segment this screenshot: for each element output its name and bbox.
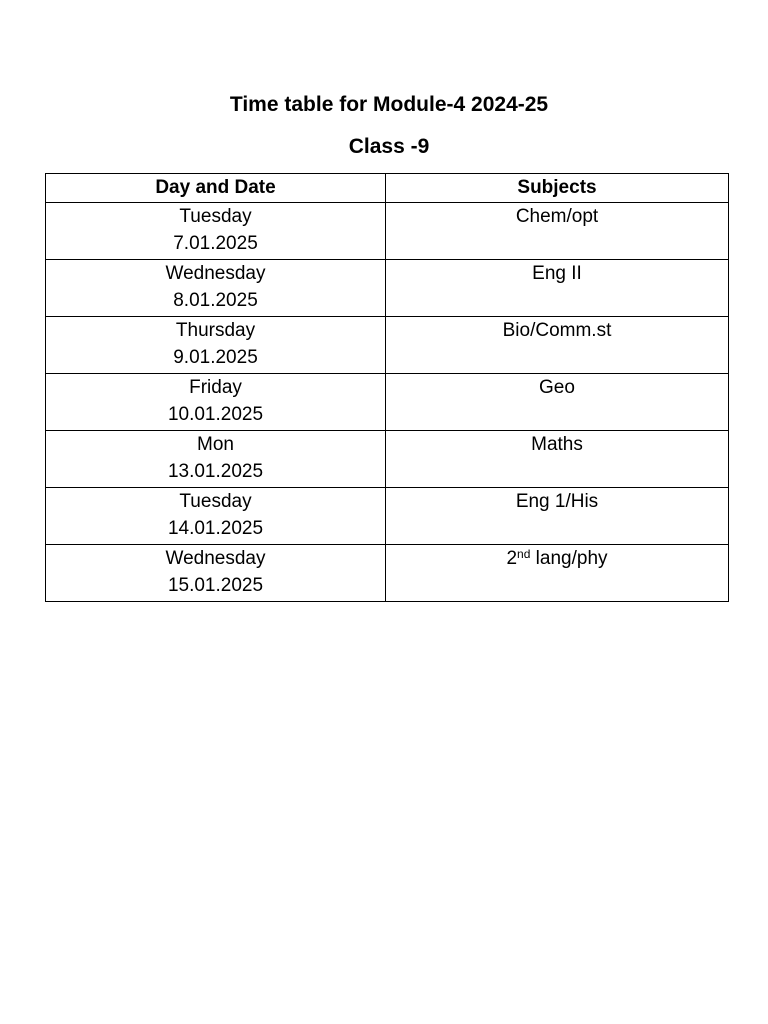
- subject-cell: Geo: [386, 374, 729, 431]
- day-date-cell: [46, 545, 386, 602]
- subject-cell: Eng 1/His: [386, 488, 729, 545]
- subject-cell: [386, 545, 729, 602]
- day-label: Thursday: [175, 320, 256, 341]
- day-date-cell: [46, 488, 386, 545]
- subject-cell: Bio/Comm.st: [386, 317, 729, 374]
- date-label: 8.01.2025: [173, 290, 258, 311]
- date-label: 9.01.2025: [173, 347, 258, 368]
- date-label: 14.01.2025: [167, 518, 264, 539]
- table-row: [46, 203, 729, 260]
- ordinal-superscript: nd: [517, 547, 531, 561]
- day-date-cell: [46, 431, 386, 488]
- table-row: [46, 374, 729, 431]
- table-row: [46, 545, 729, 602]
- date-label: 13.01.2025: [167, 461, 264, 482]
- date-label: 7.01.2025: [173, 233, 258, 254]
- day-label: Friday: [189, 377, 242, 398]
- header-subjects: Subjects: [386, 174, 729, 203]
- subject-rest: lang/phy: [530, 548, 608, 569]
- date-label: 15.01.2025: [167, 575, 264, 596]
- day-label: Wednesday: [165, 263, 266, 284]
- day-label: Tuesday: [179, 206, 252, 227]
- day-label: Tuesday: [179, 491, 252, 512]
- header-day-and-date: Day and Date: [46, 174, 386, 203]
- document-subtitle: Class -9: [348, 135, 430, 158]
- subject-number: 2: [506, 548, 518, 569]
- day-date-cell: [46, 374, 386, 431]
- table-row: [46, 431, 729, 488]
- document-title: Time table for Module-4 2024-25: [229, 93, 549, 116]
- table-row: [46, 260, 729, 317]
- subject-cell: Chem/opt: [386, 203, 729, 260]
- day-label: Mon: [197, 434, 234, 455]
- table-row: [46, 488, 729, 545]
- table-row: [46, 317, 729, 374]
- day-date-cell: [46, 203, 386, 260]
- date-label: 10.01.2025: [167, 404, 264, 425]
- timetable: [45, 173, 729, 602]
- subject-cell: Maths: [386, 431, 729, 488]
- day-date-cell: [46, 317, 386, 374]
- day-label: Wednesday: [165, 548, 266, 569]
- day-date-cell: [46, 260, 386, 317]
- subject-cell: Eng II: [386, 260, 729, 317]
- timetable-header-row: [46, 174, 729, 203]
